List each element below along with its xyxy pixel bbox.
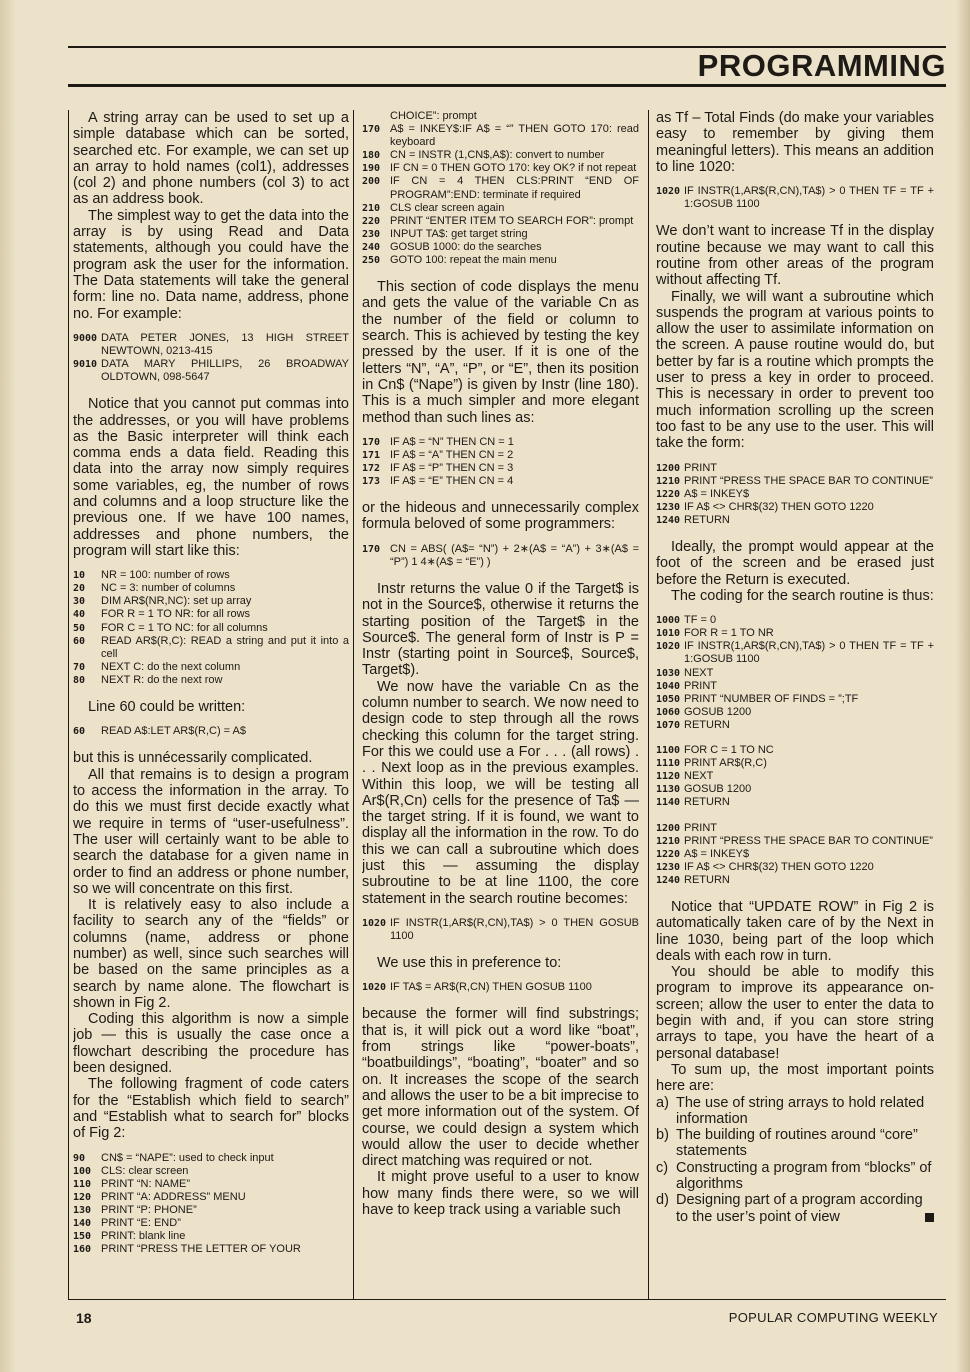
paragraph: We now have the variable Cn as the column number to search. We now need to design code to step through all the rows checking this column for the target string. For this we could use a For . . . (all rows) . . . Next loop as in the previous examples. Within this loop, we will be testing all Ar$(R,Cn) cells for the presence of Ta$ — the target string. If it is found, we want to display all the information in the row. To do this we can call a subroutine which does just this — assuming the display subroutine to be at line 1100, the core statement in the search routine becomes: — [362, 678, 639, 907]
code-line — [656, 848, 934, 861]
point-text: Designing part of a program according to the user’s point of view — [676, 1192, 934, 1225]
line-number: 1030 — [656, 667, 681, 679]
line-number: 1010 — [656, 628, 681, 640]
line-number: 1240 — [656, 874, 681, 886]
code-text: PRINT “A: ADDRESS” MENU — [101, 1190, 246, 1203]
code-text: RETURN — [684, 513, 730, 526]
code-text: NEXT C: do the next column — [101, 660, 241, 673]
code-text: FOR R = 1 TO NR: for all rows — [101, 608, 251, 621]
paragraph: Notice that “UPDATE ROW” in Fig 2 is automatically taken care of by the Next in line 1030, being part of the loop which deals with each row in turn. — [656, 898, 934, 964]
code-text: CN = INSTR (1,CN$,A$): convert to number — [390, 149, 605, 162]
paragraph: To sum up, the most important points here are: — [656, 1061, 934, 1095]
end-mark-icon — [925, 1213, 934, 1222]
code-listing — [73, 1152, 349, 1257]
code-line — [656, 680, 934, 693]
code-line — [656, 514, 934, 527]
line-number: 1120 — [656, 771, 681, 783]
code-line — [73, 1217, 349, 1230]
code-text: NEXT R: do the next row — [101, 673, 223, 686]
code-text: CN = ABS( (A$= “N”) + 2∗(A$ = “A”) + 3∗(A$ = “P”) 1 4∗(A$ = “E”) ) — [390, 542, 639, 568]
line-number: 70 — [73, 661, 86, 673]
code-listing — [362, 110, 639, 267]
line-number: 1000 — [656, 615, 681, 627]
code-line — [362, 543, 639, 569]
code-line — [73, 1243, 349, 1256]
paragraph: You should be able to modify this program to improve its appearance on-screen; allow the user to enter the data to begin with and, if you can store string arrays to tape, you have the heart of a personal database! — [656, 964, 934, 1062]
paragraph: We don’t want to increase Tf in the display routine because we may want to call this routine from other areas of the program without affecting Tf. — [656, 223, 934, 289]
line-number: 90 — [73, 1152, 86, 1164]
line-number: 1040 — [656, 680, 681, 692]
code-text: IF TA$ = AR$(R,CN) THEN GOSUB 1100 — [390, 981, 592, 994]
line-number: 1110 — [656, 758, 681, 770]
line-number: 230 — [362, 228, 381, 240]
summary-point — [656, 1160, 934, 1193]
line-number: 110 — [73, 1178, 92, 1190]
paragraph: because the former will find substrings; that is, it will pick out a word like “boat”, from strings like “power-boats”, “boatbuildings”, “boating”, “boater” and so on. It increases the scope of the search and allows the user to be a bit imprecise to get more information out of the system. Of course, we could design a system which would allow the user to decide whether direct matching was required or not. — [362, 1006, 639, 1170]
line-number: 1230 — [656, 861, 681, 873]
code-line — [656, 770, 934, 783]
line-number: 171 — [362, 449, 381, 461]
code-text: GOSUB 1200 — [684, 705, 752, 718]
code-text: PRINT “E: END” — [101, 1217, 181, 1230]
code-line — [73, 1152, 349, 1165]
code-line — [656, 462, 934, 475]
paragraph: It might prove useful to a user to know how many finds there were, so we will have to keep track using a variable such — [362, 1169, 639, 1219]
code-listing — [656, 744, 934, 809]
line-number: 30 — [73, 596, 86, 608]
code-text: DATA MARY PHILLIPS, 26 BROADWAY OLDTOWN, 098-5647 — [101, 358, 349, 384]
code-text: GOSUB 1000: do the searches — [390, 240, 542, 253]
point-text: The building of routines around “core” statements — [676, 1127, 918, 1160]
code-line — [362, 123, 639, 149]
line-number: 220 — [362, 215, 381, 227]
code-text: NC = 3: number of columns — [101, 582, 236, 595]
line-number: 1020 — [656, 186, 681, 198]
magazine-name: POPULAR COMPUTING WEEKLY — [728, 1310, 938, 1325]
line-number: 130 — [73, 1204, 92, 1216]
line-number: 250 — [362, 255, 381, 267]
line-number: 1140 — [656, 797, 681, 809]
paragraph: It is relatively easy to also include a facility to search any of the “fields” or columns (name, address or phone number) as well, since such searches will be based on the same principles as a search by name alone. The flowchart is shown in Fig 2. — [73, 897, 349, 1011]
paragraph: but this is unnécessarily complicated. — [73, 750, 313, 767]
code-text: PRINT — [684, 679, 717, 692]
code-text: DIM AR$(NR,NC): set up array — [101, 595, 252, 608]
code-listing — [656, 614, 934, 732]
code-text: PRINT “N: NAME” — [101, 1177, 191, 1190]
code-text: IF INSTR(1,AR$(R,CN),TA$) > 0 THEN TF = TF + 1:GOSUB 1100 — [684, 640, 934, 666]
code-line — [73, 635, 349, 661]
code-line — [73, 725, 349, 738]
line-number: 120 — [73, 1191, 92, 1203]
line-number: 80 — [73, 674, 86, 686]
summary-points — [656, 1095, 934, 1225]
code-line — [656, 744, 934, 757]
code-line — [362, 215, 639, 228]
code-text: IF A$ = “N” THEN CN = 1 — [390, 435, 514, 448]
column-divider-1 — [353, 110, 354, 1300]
code-text: A$ = INKEY$ — [684, 847, 750, 860]
line-number: 50 — [73, 622, 86, 634]
line-number: 1020 — [362, 917, 387, 929]
column-3 — [656, 110, 934, 1225]
line-number: 1020 — [362, 982, 387, 994]
code-line — [362, 202, 639, 215]
frame-left-rule — [68, 110, 69, 1300]
line-number: 1100 — [656, 745, 681, 757]
code-text: FOR R = 1 TO NR — [684, 627, 774, 640]
column-divider-2 — [648, 110, 649, 1300]
code-listing — [362, 436, 639, 488]
paragraph: Instr returns the value 0 if the Target$ is not in the Source$, otherwise it returns the starting position of the Target$ in the Source$. The general form of Instr is P = Instr (starting point in Source$, Source$, Target$). — [362, 580, 639, 679]
paragraph: Coding this algorithm is now a simple job — this is usually the case once a flowchart describing the procedure has been designed. — [73, 1011, 349, 1077]
code-text: TF = 0 — [684, 614, 717, 627]
point-marker: b) — [656, 1127, 669, 1144]
code-listing — [73, 569, 349, 687]
code-text: A$ = INKEY$ — [684, 487, 750, 500]
point-marker: c) — [656, 1159, 669, 1176]
code-text: PRINT “NUMBER OF FINDS = ”;TF — [684, 692, 859, 705]
code-line — [362, 241, 639, 254]
code-listing — [362, 981, 639, 994]
line-number: 160 — [73, 1244, 92, 1256]
code-line — [656, 874, 934, 887]
line-number: 1210 — [656, 475, 681, 487]
line-number: 1210 — [656, 835, 681, 847]
frame-bottom-rule — [68, 1299, 946, 1300]
point-marker: a) — [656, 1094, 669, 1111]
line-number: 170 — [362, 124, 381, 136]
code-text: IF INSTR(1,AR$(R,CN),TA$) > 0 THEN TF = TF + 1:GOSUB 1100 — [684, 185, 934, 211]
line-number: 9010 — [73, 359, 98, 371]
line-number: 150 — [73, 1231, 92, 1243]
code-line — [656, 796, 934, 809]
code-text: PRINT: blank line — [101, 1230, 186, 1243]
code-line — [362, 981, 639, 994]
code-text: IF A$ <> CHR$(32) THEN GOTO 1220 — [684, 860, 874, 873]
code-text: CN$ = “NAPE”: used to check input — [101, 1151, 274, 1164]
code-listing — [362, 543, 639, 569]
code-line — [73, 1165, 349, 1178]
line-number: 170 — [362, 543, 381, 555]
code-line — [362, 462, 639, 475]
code-line — [656, 719, 934, 732]
code-text: IF A$ = “A” THEN CN = 2 — [390, 448, 514, 461]
code-text: RETURN — [684, 873, 730, 886]
code-listing — [362, 917, 639, 943]
point-text: The use of string arrays to hold related information — [676, 1094, 925, 1127]
code-text: FOR C = 1 TO NC — [684, 744, 774, 757]
code-text: RETURN — [684, 796, 730, 809]
code-text: IF A$ = “E” THEN CN = 4 — [390, 475, 514, 488]
line-number: 1130 — [656, 784, 681, 796]
code-text: PRINT AR$(R,C) — [684, 757, 767, 770]
code-line — [73, 358, 349, 384]
line-number: 210 — [362, 202, 381, 214]
code-line — [73, 595, 349, 608]
code-line — [656, 627, 934, 640]
code-text: READ AR$(R,C): READ a string and put it into a cell — [101, 634, 349, 660]
code-line — [362, 475, 639, 488]
line-number: 1200 — [656, 462, 681, 474]
code-line — [656, 614, 934, 627]
code-line — [656, 693, 934, 706]
code-line — [656, 706, 934, 719]
code-text: CHOICE”: prompt — [390, 110, 477, 122]
line-number: 1230 — [656, 501, 681, 513]
column-1 — [73, 110, 349, 1268]
code-text: READ A$:LET AR$(R,C) = A$ — [101, 725, 246, 738]
line-number: 170 — [362, 436, 381, 448]
code-text: PRINT “PRESS THE LETTER OF YOUR — [101, 1243, 301, 1256]
code-line — [656, 783, 934, 796]
code-text: PRINT — [684, 821, 717, 834]
paragraph: or the hideous and unnecessarily complex formula beloved of some programmers: — [362, 500, 639, 533]
code-text: INPUT TA$: get target string — [390, 227, 528, 240]
paragraph: The following fragment of code caters for the “Establish which field to search” and “Establish what to search for” blocks of Fig 2: — [73, 1076, 349, 1142]
paragraph: Notice that you cannot put commas into the addresses, or you will have problems as the Basic interpreter will think each comma ends a data field. Reading this data into the array now simply requires some variables, eg, the number of rows and columns and a loop structure like the previous one. If we have 100 names, addresses and phone numbers, the program will start like this: — [73, 396, 349, 559]
code-line — [73, 608, 349, 621]
line-number: 1220 — [656, 848, 681, 860]
code-text: A$ = INKEY$:IF A$ = “” THEN GOTO 170: read keyboard — [390, 123, 639, 149]
paragraph: Line 60 could be written: — [88, 699, 246, 716]
paragraph: The simplest way to get the data into the array is by using Read and Data statements, although you could have the program ask the user for the information. The Data statements will take the general form: line no. Data name, address, phone no. For example: — [73, 207, 349, 322]
code-text: GOSUB 1200 — [684, 783, 752, 796]
line-number: 190 — [362, 163, 381, 175]
summary-point — [656, 1192, 934, 1225]
column-2 — [362, 110, 639, 1218]
paragraph: All that remains is to design a program to access the information in the array. To do this we must first decide exactly what we require in terms of “user-usefulness”. The user will certainly want to be able to search the database for a given name in order to find an address or phone number, so we will concentrate on this first. — [73, 766, 349, 897]
line-number: 140 — [73, 1218, 92, 1230]
point-text: Constructing a program from “blocks” of algorithms — [676, 1159, 932, 1193]
paragraph: The coding for the search routine is thus: — [671, 587, 934, 604]
code-listing — [73, 725, 349, 738]
code-line — [73, 569, 349, 582]
code-line — [656, 822, 934, 835]
code-line — [362, 110, 639, 123]
code-text: CLS clear screen again — [390, 201, 505, 214]
code-line — [73, 674, 349, 687]
code-line — [362, 162, 639, 175]
code-line — [656, 667, 934, 680]
line-number: 10 — [73, 570, 86, 582]
paragraph: Finally, we will want a subroutine which suspends the program at various points to allow the user to assimilate information on the screen. A pause routine would do, but better by far is a routine which prompts the user to press a key in order to proceed. This is necessary in order to prevent too much information scrolling up the screen too fast to be any use to the user. This will take the form: — [656, 288, 934, 452]
code-line — [656, 861, 934, 874]
line-number: 173 — [362, 476, 381, 488]
code-text: PRINT “P: PHONE” — [101, 1203, 197, 1216]
code-listing — [656, 822, 934, 887]
code-line — [656, 640, 934, 666]
title-rule — [68, 84, 946, 87]
code-text: FOR C = 1 TO NC: for all columns — [101, 621, 268, 634]
code-text: CLS: clear screen — [101, 1164, 189, 1177]
code-text: IF INSTR(1,AR$(R,CN),TA$) > 0 THEN GOSUB 1100 — [390, 916, 639, 942]
code-listing — [656, 185, 934, 211]
summary-point — [656, 1095, 934, 1128]
code-line — [362, 917, 639, 943]
code-line — [656, 488, 934, 501]
code-line — [656, 757, 934, 770]
code-text: IF CN = 4 THEN CLS:PRINT “END OF PROGRAM”:END: terminate if required — [390, 175, 639, 201]
code-line — [656, 501, 934, 514]
line-number: 60 — [73, 726, 86, 738]
code-text: NR = 100: number of rows — [101, 569, 230, 582]
code-text: PRINT “PRESS THE SPACE BAR TO CONTINUE” — [684, 834, 933, 847]
line-number: 180 — [362, 150, 381, 162]
code-text: IF A$ = “P” THEN CN = 3 — [390, 461, 514, 474]
code-line — [362, 436, 639, 449]
code-line — [656, 475, 934, 488]
code-line — [73, 1230, 349, 1243]
code-text: GOTO 100: repeat the main menu — [390, 254, 557, 267]
code-text: PRINT “PRESS THE SPACE BAR TO CONTINUE” — [684, 474, 933, 487]
page-number: 18 — [76, 1310, 92, 1326]
code-line — [362, 175, 639, 201]
code-text: IF CN = 0 THEN GOTO 170: key OK? if not repeat — [390, 162, 637, 175]
code-text: NEXT — [684, 770, 714, 783]
code-line — [656, 185, 934, 211]
summary-point — [656, 1127, 934, 1160]
point-marker: d) — [656, 1192, 669, 1209]
code-line — [73, 1204, 349, 1217]
paragraph: This section of code displays the menu and gets the value of the variable Cn as the number of the field or column to search. This is achieved by testing the key pressed by the user. If it is one of the letters “N”, “A”, “P”, or “E”, then its position in Cn$ (“Nape”) is given by Instr (line 180). This is a much simpler and more elegant method than such lines as: — [362, 279, 639, 426]
paragraph: We use this in preference to: — [377, 955, 562, 972]
line-number: 1200 — [656, 822, 681, 834]
line-number: 9000 — [73, 332, 98, 344]
code-text: RETURN — [684, 718, 730, 731]
code-text: IF A$ <> CHR$(32) THEN GOTO 1220 — [684, 500, 874, 513]
code-line — [362, 449, 639, 462]
code-line — [73, 582, 349, 595]
code-text: PRINT “ENTER ITEM TO SEARCH FOR”: prompt — [390, 214, 634, 227]
paragraph: as Tf – Total Finds (do make your variables easy to remember by giving them meaningful letters). This means an addition to line 1020: — [656, 110, 934, 175]
line-number: 1020 — [656, 641, 681, 653]
line-number: 172 — [362, 462, 381, 474]
code-text: DATA PETER JONES, 13 HIGH STREET NEWTOWN, 0213-415 — [101, 331, 349, 357]
line-number: 240 — [362, 241, 381, 253]
line-number: 1050 — [656, 693, 681, 705]
section-title: PROGRAMMING — [697, 48, 946, 83]
code-line — [73, 1178, 349, 1191]
code-line — [73, 1191, 349, 1204]
line-number — [362, 110, 390, 123]
line-number: 40 — [73, 609, 86, 621]
code-line — [73, 332, 349, 358]
line-number: 60 — [73, 635, 86, 647]
line-number: 200 — [362, 176, 381, 188]
line-number: 1240 — [656, 514, 681, 526]
code-line — [73, 622, 349, 635]
paragraph: Ideally, the prompt would appear at the foot of the screen and be erased just before the Return is executed. — [656, 539, 934, 588]
page-edge-right — [956, 0, 970, 1372]
paragraph: A string array can be used to set up a simple database which can be sorted, searched etc. For example, we can set up an array to hold names (col1), addresses (col 2) and phone numbers (col 3) to act as an address book. — [73, 110, 349, 208]
code-text: NEXT — [684, 666, 714, 679]
line-number: 20 — [73, 583, 86, 595]
code-line — [362, 254, 639, 267]
code-listing — [73, 332, 349, 384]
code-line — [362, 149, 639, 162]
code-line — [73, 661, 349, 674]
line-number: 100 — [73, 1165, 92, 1177]
code-listing — [656, 462, 934, 527]
page-edge-left — [0, 0, 16, 1372]
code-line — [362, 228, 639, 241]
code-text: PRINT — [684, 461, 717, 474]
line-number: 1220 — [656, 488, 681, 500]
code-line — [656, 835, 934, 848]
line-number: 1070 — [656, 719, 681, 731]
line-number: 1060 — [656, 706, 681, 718]
